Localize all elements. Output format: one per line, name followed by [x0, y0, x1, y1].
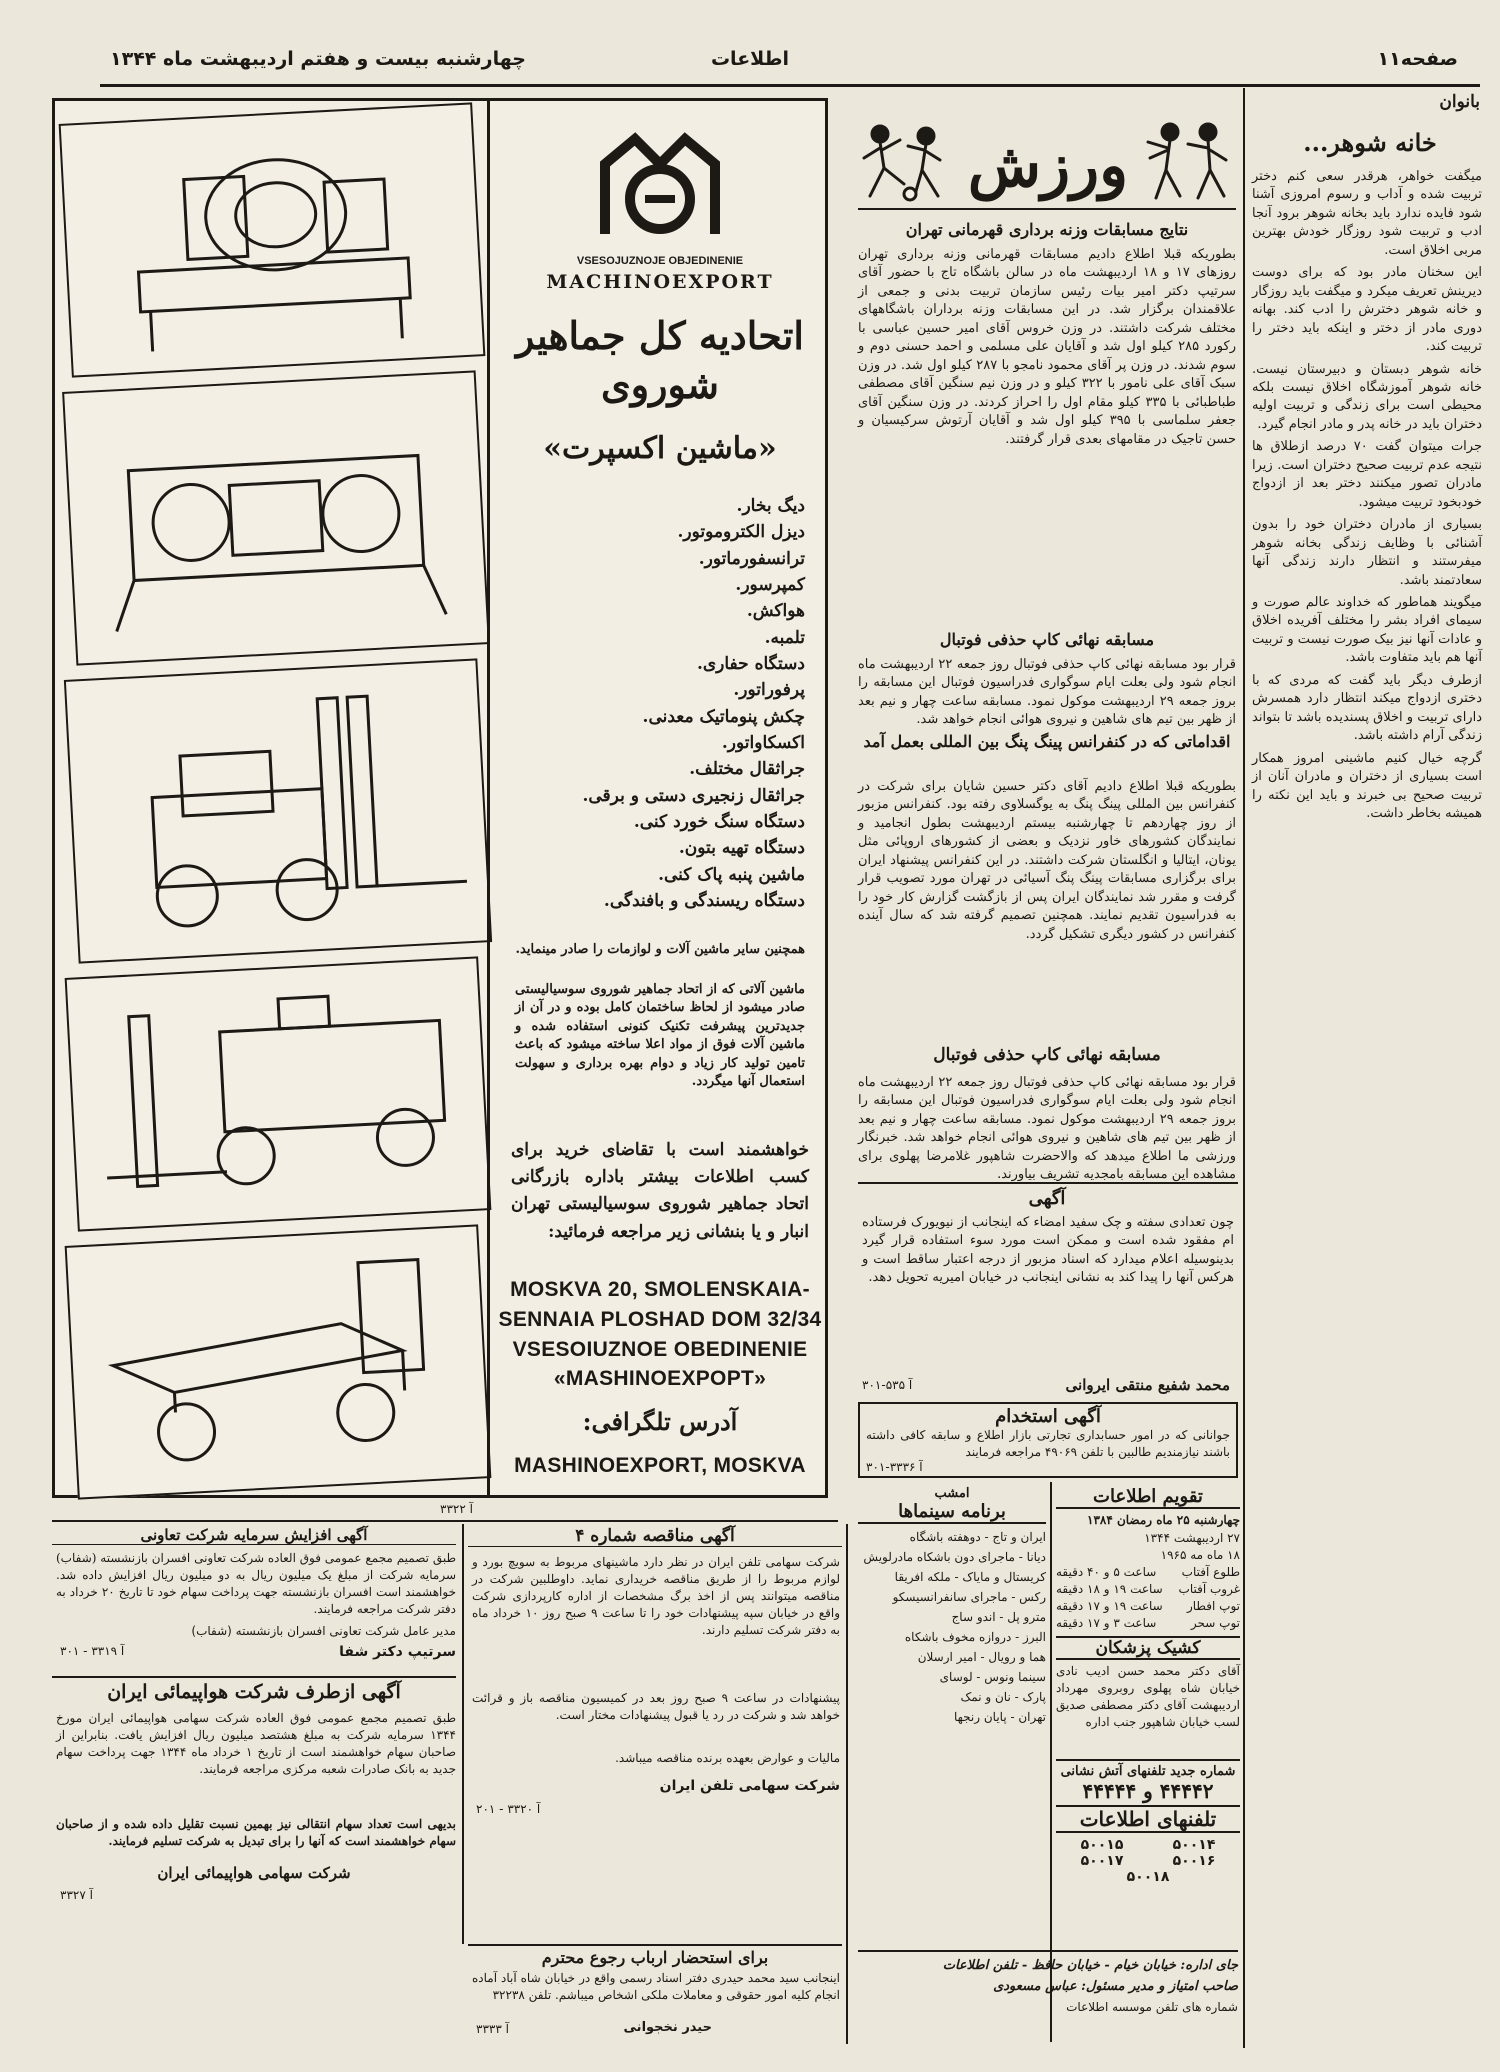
pingpong-title: اقداماتی که در کنفرانس پینگ پنگ بین المللی بعمل آمد — [863, 732, 1231, 751]
calendar-box — [1056, 1486, 1240, 1885]
product-item: تلمبه. — [764, 627, 805, 648]
job-ad-box — [858, 1402, 1238, 1478]
product-item: دیگ بخار. — [736, 496, 805, 516]
claims-code: آ ۳۳۳۳ — [476, 2022, 509, 2036]
publisher-box — [858, 1950, 1238, 2042]
coop-body: طبق تصمیم مجمع عمومی فوق العاده شرکت تعاونی افسران بازنشسته (شفاب) سرمایه شرکت از مبلغ یک میلیون ریال به دو میلیون ریال افزایش داده شد. خواهشمند است افسران بازنشسته جهت پرداخت سهام خود تا تاریخ ۲۰ خرداد به دفتر شرکت مراجعه فرمایند. — [56, 1551, 456, 1617]
phone-number: ۵۰۰۱۴ — [1172, 1837, 1216, 1853]
phones-subtitle: تلفنهای اطلاعات — [1056, 1805, 1240, 1833]
ad-call-to-action: خواهشمند است با تقاضای خرید برای کسب اطلاعات بیشتر باداره بازرگانی اتحاد جماهیر شوروی سوسیالیستی تهران انبار و یا بنشانی زیر مراجعه فرمائید: — [511, 1140, 809, 1242]
job-ad-title: آگهی استخدام — [995, 1406, 1101, 1427]
coop-manager: مدیر عامل شرکت تعاونی افسران بازنشسته (شفاب) — [191, 1624, 456, 1638]
platform-truck-illustration — [65, 1224, 492, 1499]
newspaper-name: اطلاعات — [710, 48, 790, 70]
cinema-box — [858, 1486, 1046, 1730]
fire-numbers: ۴۴۴۴۲ و ۴۴۴۴۴ — [1082, 1779, 1214, 1803]
product-item: ترانسفورماتور. — [698, 548, 805, 569]
job-ad-body: جوانانی که در امور حسابداری تجارتی بازار اطلاع و سابقه کافی داشته باشند نیازمندیم طالبین با تلفن ۴۹۰۶۹ مراجعه فرمایند — [866, 1428, 1230, 1460]
job-ad-code: آ ۳۳۳۶-۳۰۱ — [866, 1460, 923, 1474]
address-line: «MASHINOEXPOPT» — [553, 1367, 767, 1391]
cinema-item: رکس - ماجرای سانفرانسیسکو — [892, 1590, 1046, 1604]
women-paragraph: بسیاری از مادران دختران خود را بدون آشنائی با وظایف زندگی بخانه شوهر میفرستند و انتظار دارند زندگی آنها سعادتمند باشد. — [1252, 517, 1482, 588]
cinema-title: برنامه سینماها — [858, 1501, 1046, 1524]
product-item: چکش پنوماتیک معدنی. — [642, 706, 805, 727]
ad-inner-divider — [487, 101, 490, 1495]
tender-body-2: پیشنهادات در ساعت ۹ صبح روز بعد در کمیسیون مناقصه باز و قرائت خواهد شد و شرکت در رد یا قبول پیشنهادات مختار است. — [472, 1691, 840, 1723]
address-line: SENNAIA PLOSHAD DOM 32/34 — [498, 1307, 822, 1331]
bottom-ads-rule — [52, 1520, 838, 1522]
issue-date: چهارشنبه بیست و هفتم اردیبهشت ماه ۱۳۴۴ — [110, 48, 526, 70]
football-cup-body: قرار بود مسابقه نهائی کاپ حذفی فوتبال روز جمعه ۲۲ اردیبهشت ماه انجام شود ولی بعلت ایام سوگواری فدراسیون فوتبال این مسابقه را بروز جمعه ۲۹ اردیبهشت موکول نمود. مسابقه ساعت چهار و نیم بعد از ظهر بین تیم های شاهین و نیروی هوائی انجام خواهد شد. — [858, 657, 1237, 728]
cinema-item: تهران - پایان رنجها — [953, 1710, 1046, 1724]
airline-body-2: بدیهی است تعداد سهام انتقالی نیز بهمین نسبت تقلیل داده شده و از صاحبان سهام خواهشمند است که آنها را برای تبدیل به شرکت تسلیم فرمایند. — [56, 1817, 456, 1849]
ad-fa-title: اتحادیه کل جماهیر شوروی — [516, 313, 804, 408]
ad-body-2: ماشین آلاتی که از اتحاد جماهیر شوروی سوسیالیستی صادر میشود از لحاظ ساختمان کامل بوده و در آن از جدیدترین پیشرفت تکنیک کنونی استفاده شده و ماشین آلات فوق از مواد اعلا ساخته میشود که باعث تامین تولید کار زیاد و دوام بهره برداری و سهولت استعمال آنها میگردد. — [515, 982, 805, 1090]
women-paragraph: میگفت خواهر، هرقدر سعی کنم دختر تربیت شده و آداب و رسوم امروزی آشنا شود فایده ندارد باید بخانه شوهر برود آنجا ادب و تربیت شود روزگار خودش بهترین مربی اخلاق است. — [1252, 169, 1482, 258]
women-section-label: بانوان — [1439, 92, 1480, 112]
airline-code: آ ۳۳۲۷ — [60, 1888, 93, 1902]
product-item: دستگاه سنگ خورد کنی. — [633, 812, 805, 833]
sports-banner-title: ورزش — [967, 131, 1129, 201]
women-paragraph: میگویند هماطور که خداوند عالم صورت و سیمای افراد بشر را مختلف آفریده اخلاق و عادات آنها نیز بیک صورت نیست و تربیت آنها هم باید متفاوت باشد. — [1252, 594, 1482, 666]
ad-code: آ ۳۳۲۲ — [440, 1502, 473, 1516]
product-item: اکسکاواتور. — [721, 733, 805, 754]
calendar-day: چهارشنبه ۲۵ ماه رمضان ۱۳۸۴ — [1087, 1513, 1240, 1527]
cinema-item: مترو پل - اندو ساج — [951, 1610, 1046, 1624]
phones-title: شماره جدید تلفنهای آتش نشانی — [1056, 1759, 1240, 1779]
product-item: کمپرسور. — [735, 575, 805, 596]
phone-number: ۵۰۰۱۵ — [1080, 1837, 1124, 1853]
machinoexport-ad — [52, 98, 828, 1498]
women-paragraph: جرات میتوان گفت ۷۰ درصد ازطلاق ها نتیجه عدم تربیت صحیح دختران است. زیرا مادران تصور میکنند دختر بعد از ازدواج خودبخود تربیت میشود. — [1252, 439, 1482, 510]
phone-numbers — [1056, 1837, 1240, 1885]
machinoexport-text — [495, 101, 825, 1495]
pingpong-body: بطوریکه قبلا اطلاع دادیم آقای دکتر حسین شایان برای شرکت در کنفرانس بین المللی پینگ پنگ به یوگسلاوی رفته بود. کنفرانس مزبور از روز چهاردهم تا چهارشنبه بیستم اردیبهشت بطول انجامید و نمایندگان کشورهای خاور نزدیک و بعضی از کشورهای اروپائی مثل یونان، ایتالیا و انگلستان شرکت داشتند. در این کنفرانس پیشنهاد ایران برای برگزاری مسابقات پینگ پنگ آسیائی در تهران مورد تصویب قرار گرفت و مقرر شد نمایندگان ایران پس از بازگشت گزارش کار خود را به فدراسیون تقدیم نمایند. همچنین تصمیم گرفته شد که سال آینده کنفرانس در کشور دیگری تشکیل گردد. — [858, 779, 1236, 942]
athletes-illustration-icon — [858, 110, 1236, 208]
airline-sign: شرکت سهامی هواپیمائی ایران — [157, 1864, 351, 1882]
claims-title: برای استحضار ارباب رجوع محترم — [468, 1944, 842, 1967]
calendar-row: توپ افطار ساعت ۱۹ و ۱۷ دقیقه — [1056, 1599, 1240, 1613]
cinema-item: البرز - دروازه مخوف باشکاه — [904, 1630, 1046, 1644]
clinic-title: کشیک پزشکان — [1056, 1636, 1240, 1660]
product-item: پرفوراتور. — [733, 680, 805, 701]
latin-org-name: VSESOJUZNOJE OBJEDINENIE — [576, 255, 744, 267]
football-final-title: مسابقه نهائی کاپ حذفی فوتبال — [933, 1045, 1161, 1065]
telegraph-address: MASHINOEXPORT, MOSKVA — [514, 1454, 806, 1477]
winch-illustration — [59, 102, 486, 377]
women-article-title: خانه شوهر... — [1303, 128, 1437, 157]
product-item: دیزل الکتروموتور. — [677, 522, 805, 543]
notice-rule — [858, 1182, 1238, 1184]
calendar-row: ۱۸ ماه مه ۱۹۶۵ — [1160, 1548, 1240, 1562]
women-paragraph: خانه شوهر دبستان و دبیرستان نیست. خانه شوهر آموزشگاه اخلاق نیست بلکه محیطی است برای زندگی و تربیت اولیه دختران باید در خانه پدر و مادر انجام گیرد. — [1252, 361, 1482, 432]
cinema-item: پارک - نان و نمک — [960, 1690, 1046, 1704]
product-item: دستگاه ریسندگی و بافندگی. — [603, 891, 805, 912]
publisher-line2: صاحب امتیاز و مدیر مسئول: عباس مسعودی — [993, 1979, 1238, 1994]
telegraph-label: آدرس تلگرافی: — [582, 1407, 738, 1436]
product-item: جراثقال زنجیری دستی و برقی. — [582, 785, 805, 806]
product-item: جراثقال مختلف. — [689, 759, 805, 780]
sports-banner — [858, 110, 1236, 210]
calendar-title: تقویم اطلاعات — [1056, 1486, 1240, 1509]
cinema-item: هما و رویال - امیر ارسلان — [917, 1650, 1046, 1664]
coop-title: آگهی افزایش سرمایه شرکت تعاونی — [52, 1526, 456, 1545]
ad-address — [495, 1275, 825, 1394]
women-paragraph: این سخنان مادر بود که برای دوست دیرینش تعریف میکرد و میگفت باید روزگار و خانه شوهر دخترش را ادب کند. بهانه دوری مادر از دختر و اینکه باید دختر را تربیت کند. — [1252, 265, 1482, 355]
platform-truck-icon — [67, 1226, 490, 1497]
phone-number: ۵۰۰۱۷ — [1080, 1853, 1124, 1869]
cinema-item: ایران و تاج - دوهفته باشگاه — [909, 1530, 1046, 1544]
column-divider-right — [1243, 88, 1245, 2048]
cinema-item: دیانا - ماجرای دون باشکاه مادرلویش — [863, 1550, 1046, 1564]
notice-code: آ ۵۳۵-۳۰۱ — [862, 1378, 913, 1392]
weightlifting-title: نتایج مسابقات وزنه برداری قهرمانی تهران — [905, 220, 1189, 239]
forklift-icon — [66, 660, 490, 961]
clinic-body: آقای دکتر محمد حسن ادیب نادی خیابان شاه پهلوی روبروی مهرداد اردیبهشت آقای دکتر مصطفی صدیق لسب خیابان شاهپور جنب اداره — [1056, 1664, 1240, 1730]
bottom-ads-divider-a — [462, 1524, 464, 1944]
publisher-line1: جای اداره: خیابان خیام - خیابان حافظ - تلفن اطلاعات — [942, 1958, 1238, 1973]
coop-code: آ ۳۳۱۹ - ۳۰۱ — [60, 1644, 125, 1658]
claims-sign: حیدر نخجوانی — [623, 2020, 712, 2035]
tender-body-3: مالیات و عوارض بعهده برنده مناقصه میباشد. — [615, 1751, 840, 1765]
cinema-kicker: امشب — [934, 1486, 970, 1501]
forklift-illustration — [64, 658, 492, 963]
address-line: MOSKVA 20, SMOLENSKAIA- — [510, 1278, 810, 1301]
phone-number: ۵۰۰۱۸ — [1126, 1869, 1170, 1885]
hoist-illustration — [62, 370, 490, 665]
claims-body: اینجانب سید محمد حیدری دفتر اسناد رسمی واقع در خیابان شاه آباد آماده انجام کلیه امور حقوقی و معاملات ملکی اشخاص میباشم. تلفن ۳۲۲۳۸ — [472, 1971, 840, 2003]
masthead-rule — [100, 84, 1480, 87]
women-paragraph: گرچه خیال کنیم ماشینی امروز همکار است بسیاری از دختران و مادران آنان از تربیت صحیح بی خبرند و باید این نکته را همیشه بخاطر داشت. — [1252, 750, 1482, 821]
calendar-row: طلوع آفتاب ساعت ۵ و ۴۰ دقیقه — [1056, 1565, 1240, 1579]
tender-body: شرکت سهامی تلفن ایران در نظر دارد ماشینهای مربوط به سویچ بورد و لوازم مربوط را از طریق مناقصه خریداری نماید. داوطلبین شرکت در مناقصه میتوانند پس از اخذ برگ مشخصات از اداره کارپردازی شرکت واقع در خیابان سپه پیشنهادات خود را تا ساعت ۹ صبح روز ۱۰ خرداد ماه به دفتر شرکت تسلیم دارند. — [472, 1555, 840, 1638]
publisher-note: شماره های تلفن موسسه اطلاعات — [1066, 2000, 1238, 2014]
women-article-body — [1252, 168, 1482, 2028]
product-item: دستگاه تهیه بتون. — [678, 838, 805, 859]
page-number: صفحه۱۱ — [1377, 48, 1458, 70]
notice-title: آگهی — [1028, 1188, 1066, 1209]
bottom-ads-divider-b — [846, 1524, 848, 2044]
tender-sign: شرکت سهامی تلفن ایران — [659, 1778, 840, 1794]
calendar-row: ۲۷ اردیبهشت ۱۳۴۴ — [1144, 1531, 1240, 1545]
calendar-rows — [1056, 1531, 1240, 1630]
calendar-row: غروب آفتاب ساعت ۱۹ و ۱۸ دقیقه — [1056, 1582, 1240, 1596]
phone-number: ۵۰۰۱۶ — [1172, 1853, 1216, 1869]
ad-fa-sub: «ماشین اکسپرت» — [543, 431, 777, 466]
cinema-item: کریستال و مایاک - ملکه افریقا — [894, 1570, 1046, 1584]
notice-body: چون تعدادی سفته و چک سفید امضاء که اینجانب از نیویورک فرستاده ام مفقود شده است و ممکن است مورد سوء استفاده قرار گیرد بدینوسیله اعلام میدارد که اسناد مزبور از درجه اعتبار ساقط است و هرکس آنها را پیدا کند به نشانی اینجانب در خیابان امیریه تحویل دهد. — [862, 1215, 1234, 1286]
machinoexport-logo-icon — [585, 119, 735, 249]
hoist-icon — [64, 372, 488, 663]
product-item: دستگاه حفاری. — [696, 654, 805, 675]
product-item: هواکش. — [746, 601, 805, 622]
electric-truck-icon — [67, 958, 490, 1229]
winch-icon — [61, 104, 484, 375]
notice-signature: محمد شفیع منتقی ایروانی — [1065, 1376, 1230, 1394]
airline-title: آگهی ازطرف شرکت هواپیمائی ایران — [52, 1676, 456, 1703]
women-paragraph: ازطرف دیگر باید گفت که مردی که با دختری ازدواج میکند انتظار دارد همسرش دارای تربیت و اخلاق پسندیده باشد تا بتواند زندگی آرام داشته باشد. — [1252, 672, 1482, 744]
cinema-list — [858, 1530, 1046, 1724]
football-final-body: قرار بود مسابقه نهائی کاپ حذفی فوتبال روز جمعه ۲۲ اردیبهشت ماه انجام شود ولی بعلت ایام سوگواری فدراسیون فوتبال این مسابقه را بروز جمعه ۲۹ اردیبهشت موکول نمود. مسابقه ساعت چهار و نیم بعد از ظهر بین تیم های شاهین و نیروی هوائی انجام خواهد شد. خبرنگار ورزشی ما اطلاع میدهد که والاحضرت شاهپور غلامرضا پهلوی برای مشاهده این مسابقه بامجدیه تشریف بیاورند. — [858, 1075, 1237, 1183]
coop-sign: سرتیپ دکتر شفا — [339, 1644, 456, 1660]
ad-body-1: همچنین سایر ماشین آلات و لوازمات را صادر مینماید. — [515, 942, 805, 957]
product-list — [515, 493, 805, 915]
product-item: ماشین پنبه پاک کنی. — [658, 864, 805, 885]
brand-name: MACHINOEXPORT — [546, 271, 774, 293]
cinema-item: سینما ونوس - لوسای — [939, 1670, 1046, 1684]
tender-title: آگهی مناقصه شماره ۴ — [468, 1526, 842, 1547]
football-cup-title: مسابقه نهائی کاپ حذفی فوتبال — [939, 630, 1155, 649]
airline-body: طبق تصمیم مجمع عمومی فوق العاده شرکت سهامی هواپیمائی ایران مورخ ۱۳۴۴ سرمایه شرکت به مبلغ هشتصد میلیون ریال افزایش یافت. بنابراین از صاحبان سهام خواهشمند است از تاریخ ۱ خرداد ماه ۱۳۴۴ جهت پرداخت سهام جدید به بانک صادرات شعبه مرکزی مراجعه فرمایند. — [56, 1711, 457, 1777]
weightlifting-body: بطوریکه قبلا اطلاع دادیم مسابقات قهرمانی وزنه برداری تهران روزهای ۱۷ و ۱۸ اردیبهشت ماه در سالن باشگاه تاج با حضور آقای سرتیپ دکتر امیر بیات رئیس سازمان تربیت بدنی و جمعی از علاقمندان برگزار شد. در این مسابقات وزنه برداران باشگاههای مختلف شرکت داشتند. در وزن خروس آقای امیر حسین عباسی با رکورد ۲۸۵ کیلو اول شد و آقایان علی مسلمی و احمد حسنی دوم و سوم شدند. در وزن پر آقای محمود نامجو با ۲۸۷ کیلو اول شد. در وزن سبک آقای علی نامور با ۳۲۲ کیلو و در وزن نیم سنگین آقای مصطفی طباطبائی با ۳۳۵ کیلو مقام اول را احراز کردند. در وزن سنگین آقای جعفر سلماسی با ۳۹۵ کیلو اول شد و آقایان آرتوش سرکیسیان و حسن تاجیک در مقامهای بعدی قرار گرفتند. — [858, 247, 1237, 447]
electric-truck-illustration — [65, 956, 492, 1231]
tender-code: آ ۳۳۲۰ - ۲۰۱ — [476, 1802, 541, 1816]
address-line: VSESOIUZNOE OBEDINENIE — [512, 1337, 808, 1361]
calendar-row: توپ سحر ساعت ۳ و ۱۷ دقیقه — [1056, 1616, 1240, 1630]
